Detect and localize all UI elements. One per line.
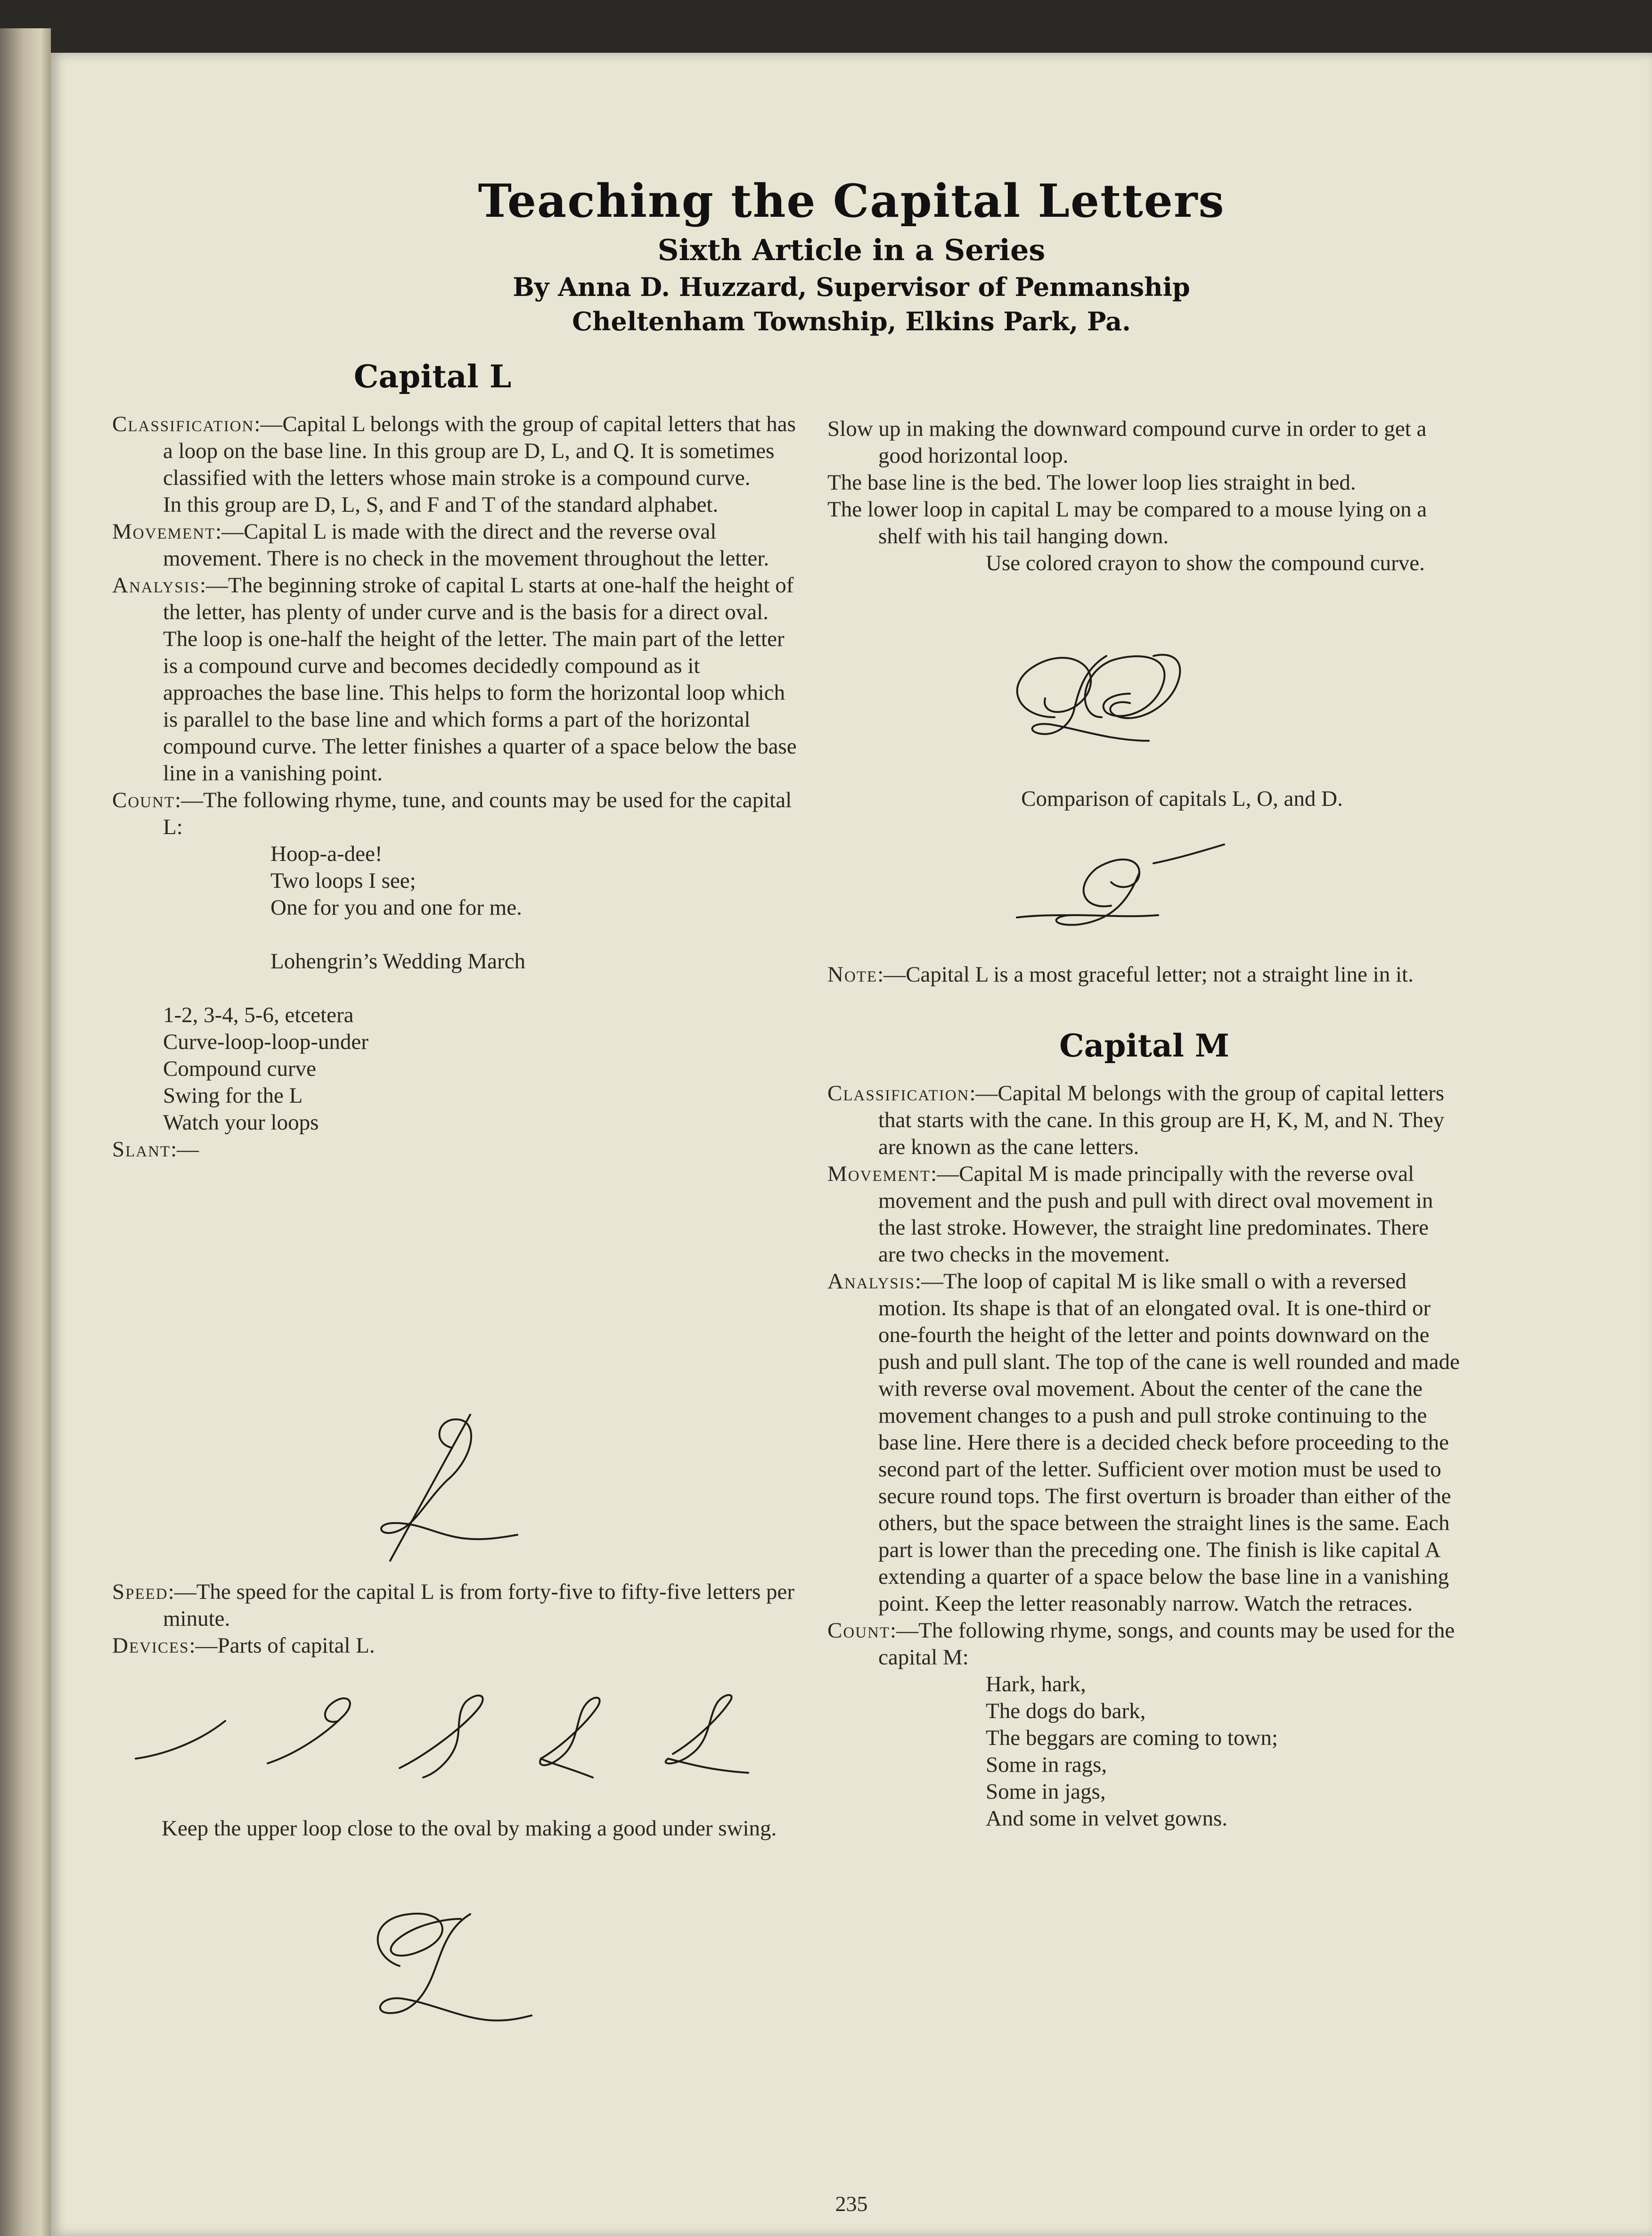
m-classification-paragraph	[827, 1080, 1461, 1161]
classification-label: Classification	[112, 412, 254, 436]
left-column-upper	[112, 411, 798, 1163]
devices-label: Devices	[112, 1633, 189, 1658]
page-number: 235	[835, 2192, 868, 2216]
m-movement-label: Movement	[827, 1162, 931, 1186]
intro-line: The lower loop in capital L may be compared to a mouse lying on a shelf with his tail hanging down.	[827, 497, 1427, 549]
keep-text: Keep the upper loop close to the oval by making a good under swing.	[162, 1816, 777, 1841]
byline: By Anna D. Huzzard, Supervisor of Penmanship	[513, 272, 1190, 302]
classification-text: :—Capital L belongs with the group of capital letters that has a loop on the base line. In this group are D, L, and Q. It is sometimes classified with the letters whose main stroke is a compound curve.	[163, 412, 796, 490]
previous-page-edge	[0, 28, 51, 2236]
m-rhyme-line: Some in rags,	[986, 1753, 1107, 1777]
capital-l-with-oval	[352, 1900, 579, 2041]
count-line: Curve-loop-loop-under	[163, 1030, 368, 1054]
slant-text: :—	[171, 1137, 199, 1162]
m-rhyme-line: Some in jags,	[986, 1779, 1106, 1804]
comparison-lod-illustration	[998, 647, 1224, 774]
tune-name: Lohengrin’s Wedding March	[270, 949, 525, 974]
m-count-label: Count	[827, 1618, 891, 1643]
m-classification-label: Classification	[827, 1081, 970, 1106]
note-text: :—Capital L is a most graceful letter; not a straight line in it.	[877, 962, 1414, 987]
movement-paragraph	[112, 518, 798, 572]
analysis-text: :—The beginning stroke of capital L starts at one-half the height of the letter, has plenty of under curve and is the basis for a direct oval. The loop is one-half the height of the letter. The main part of the letter is a compound curve and becomes decidedly compound as it approaches the base line. This helps to form the horizontal loop which is parallel to the base line and which forms a part of the horizontal compound curve. The letter finishes a quarter of a space below the base line in a vanishing point.	[163, 573, 797, 786]
note-paragraph	[827, 961, 1461, 988]
movement-text: :—Capital L is made with the direct and the reverse oval movement. There is no check in the movement throughout the letter.	[163, 519, 769, 571]
section-heading-capital-l: Capital L	[353, 358, 512, 395]
m-movement-text: :—Capital M is made principally with the reverse oval movement and the push and pull with direct oval movement in the last stroke. However, the straight line predominates. There are two checks in the movement.	[878, 1162, 1433, 1267]
right-column-middle	[827, 961, 1461, 988]
count-line: Compound curve	[163, 1057, 317, 1081]
count-line: Watch your loops	[163, 1110, 319, 1135]
section-heading-capital-m: Capital M	[1059, 1027, 1229, 1064]
intro-line: Slow up in making the downward compound curve in order to get a good horizontal loop.	[827, 417, 1427, 468]
count-paragraph	[112, 787, 798, 841]
count-text: :—The following rhyme, tune, and counts may be used for the capital L:	[163, 788, 792, 839]
devices-paragraph	[112, 1632, 798, 1659]
count-label: Count	[112, 788, 175, 812]
speed-paragraph	[112, 1579, 798, 1632]
m-analysis-paragraph	[827, 1268, 1461, 1617]
left-column-lower	[112, 1579, 798, 1659]
right-column-upper	[827, 416, 1461, 577]
movement-label: Movement	[112, 519, 216, 544]
page	[51, 53, 1652, 2236]
crayon-text: Use colored crayon to show the compound curve.	[986, 551, 1425, 575]
m-rhyme-line: The dogs do bark,	[986, 1699, 1146, 1723]
m-count-paragraph	[827, 1617, 1461, 1671]
classification-paragraph	[112, 411, 798, 491]
m-analysis-text: :—The loop of capital M is like small o with a reversed motion. Its shape is that of an elongated oval. It is one-third or one-fourth the height of the letter and points downward on the push and pull slant. The top of the cane is well rounded and made with reverse oval movement. About the center of the cane the movement changes to a push and pull stroke continuing to the base line. Here there is a decided check before proceeding to the second part of the letter. Sufficient over motion must be used to secure round tops. The first overturn is broader than either of the others, but the space between the straight lines is the same. Each part is lower than the preceding one. The finish is like capital A extending a quarter of a space below the base line in a vanishing point. Keep the letter reasonably narrow. Watch the retraces.	[878, 1269, 1460, 1616]
right-column-lower	[827, 1080, 1461, 1832]
slant-label: Slant	[112, 1137, 171, 1162]
comparison-caption: Comparison of capitals L, O, and D.	[1021, 786, 1343, 811]
m-analysis-label: Analysis	[827, 1269, 915, 1294]
m-movement-paragraph	[827, 1161, 1461, 1268]
count-line: 1-2, 3-4, 5-6, etcetera	[163, 1003, 354, 1027]
intro-line: The base line is the bed. The lower loop lies straight in bed.	[827, 470, 1356, 495]
classification-more: In this group are D, L, S, and F and T of the standard alphabet.	[163, 492, 719, 517]
rhyme-line: Hoop-a-dee!	[270, 842, 383, 866]
affiliation: Cheltenham Township, Elkins Park, Pa.	[572, 306, 1131, 336]
devices-parts-of-l	[126, 1688, 767, 1801]
article-subtitle: Sixth Article in a Series	[657, 233, 1046, 267]
note-label: Note	[827, 962, 878, 987]
devices-text: :—Parts of capital L.	[189, 1633, 375, 1658]
rhyme-line: One for you and one for me.	[270, 895, 522, 920]
m-rhyme-line: Hark, hark,	[986, 1672, 1086, 1696]
speed-label: Speed	[112, 1580, 168, 1604]
m-classification-text: :—Capital M belongs with the group of capital letters that starts with the cane. In this group are H, K, M, and N. They are known as the cane letters.	[878, 1081, 1445, 1159]
analysis-label: Analysis	[112, 573, 200, 598]
speed-text: :—The speed for the capital L is from forty-five to fifty-five letters per minute.	[163, 1580, 795, 1631]
article-title: Teaching the Capital Letters	[478, 174, 1225, 228]
m-count-text: :—The following rhyme, songs, and counts may be used for the capital M:	[878, 1618, 1455, 1670]
m-rhyme-line: The beggars are coming to town;	[986, 1726, 1278, 1750]
m-rhyme-line: And some in velvet gowns.	[986, 1806, 1228, 1831]
slant-paragraph	[112, 1136, 798, 1163]
count-line: Swing for the L	[163, 1083, 303, 1108]
horizontal-l-illustration	[998, 840, 1252, 953]
rhyme-line: Two loops I see;	[270, 868, 416, 893]
slant-l-illustration	[362, 1410, 560, 1570]
analysis-paragraph	[112, 572, 798, 787]
